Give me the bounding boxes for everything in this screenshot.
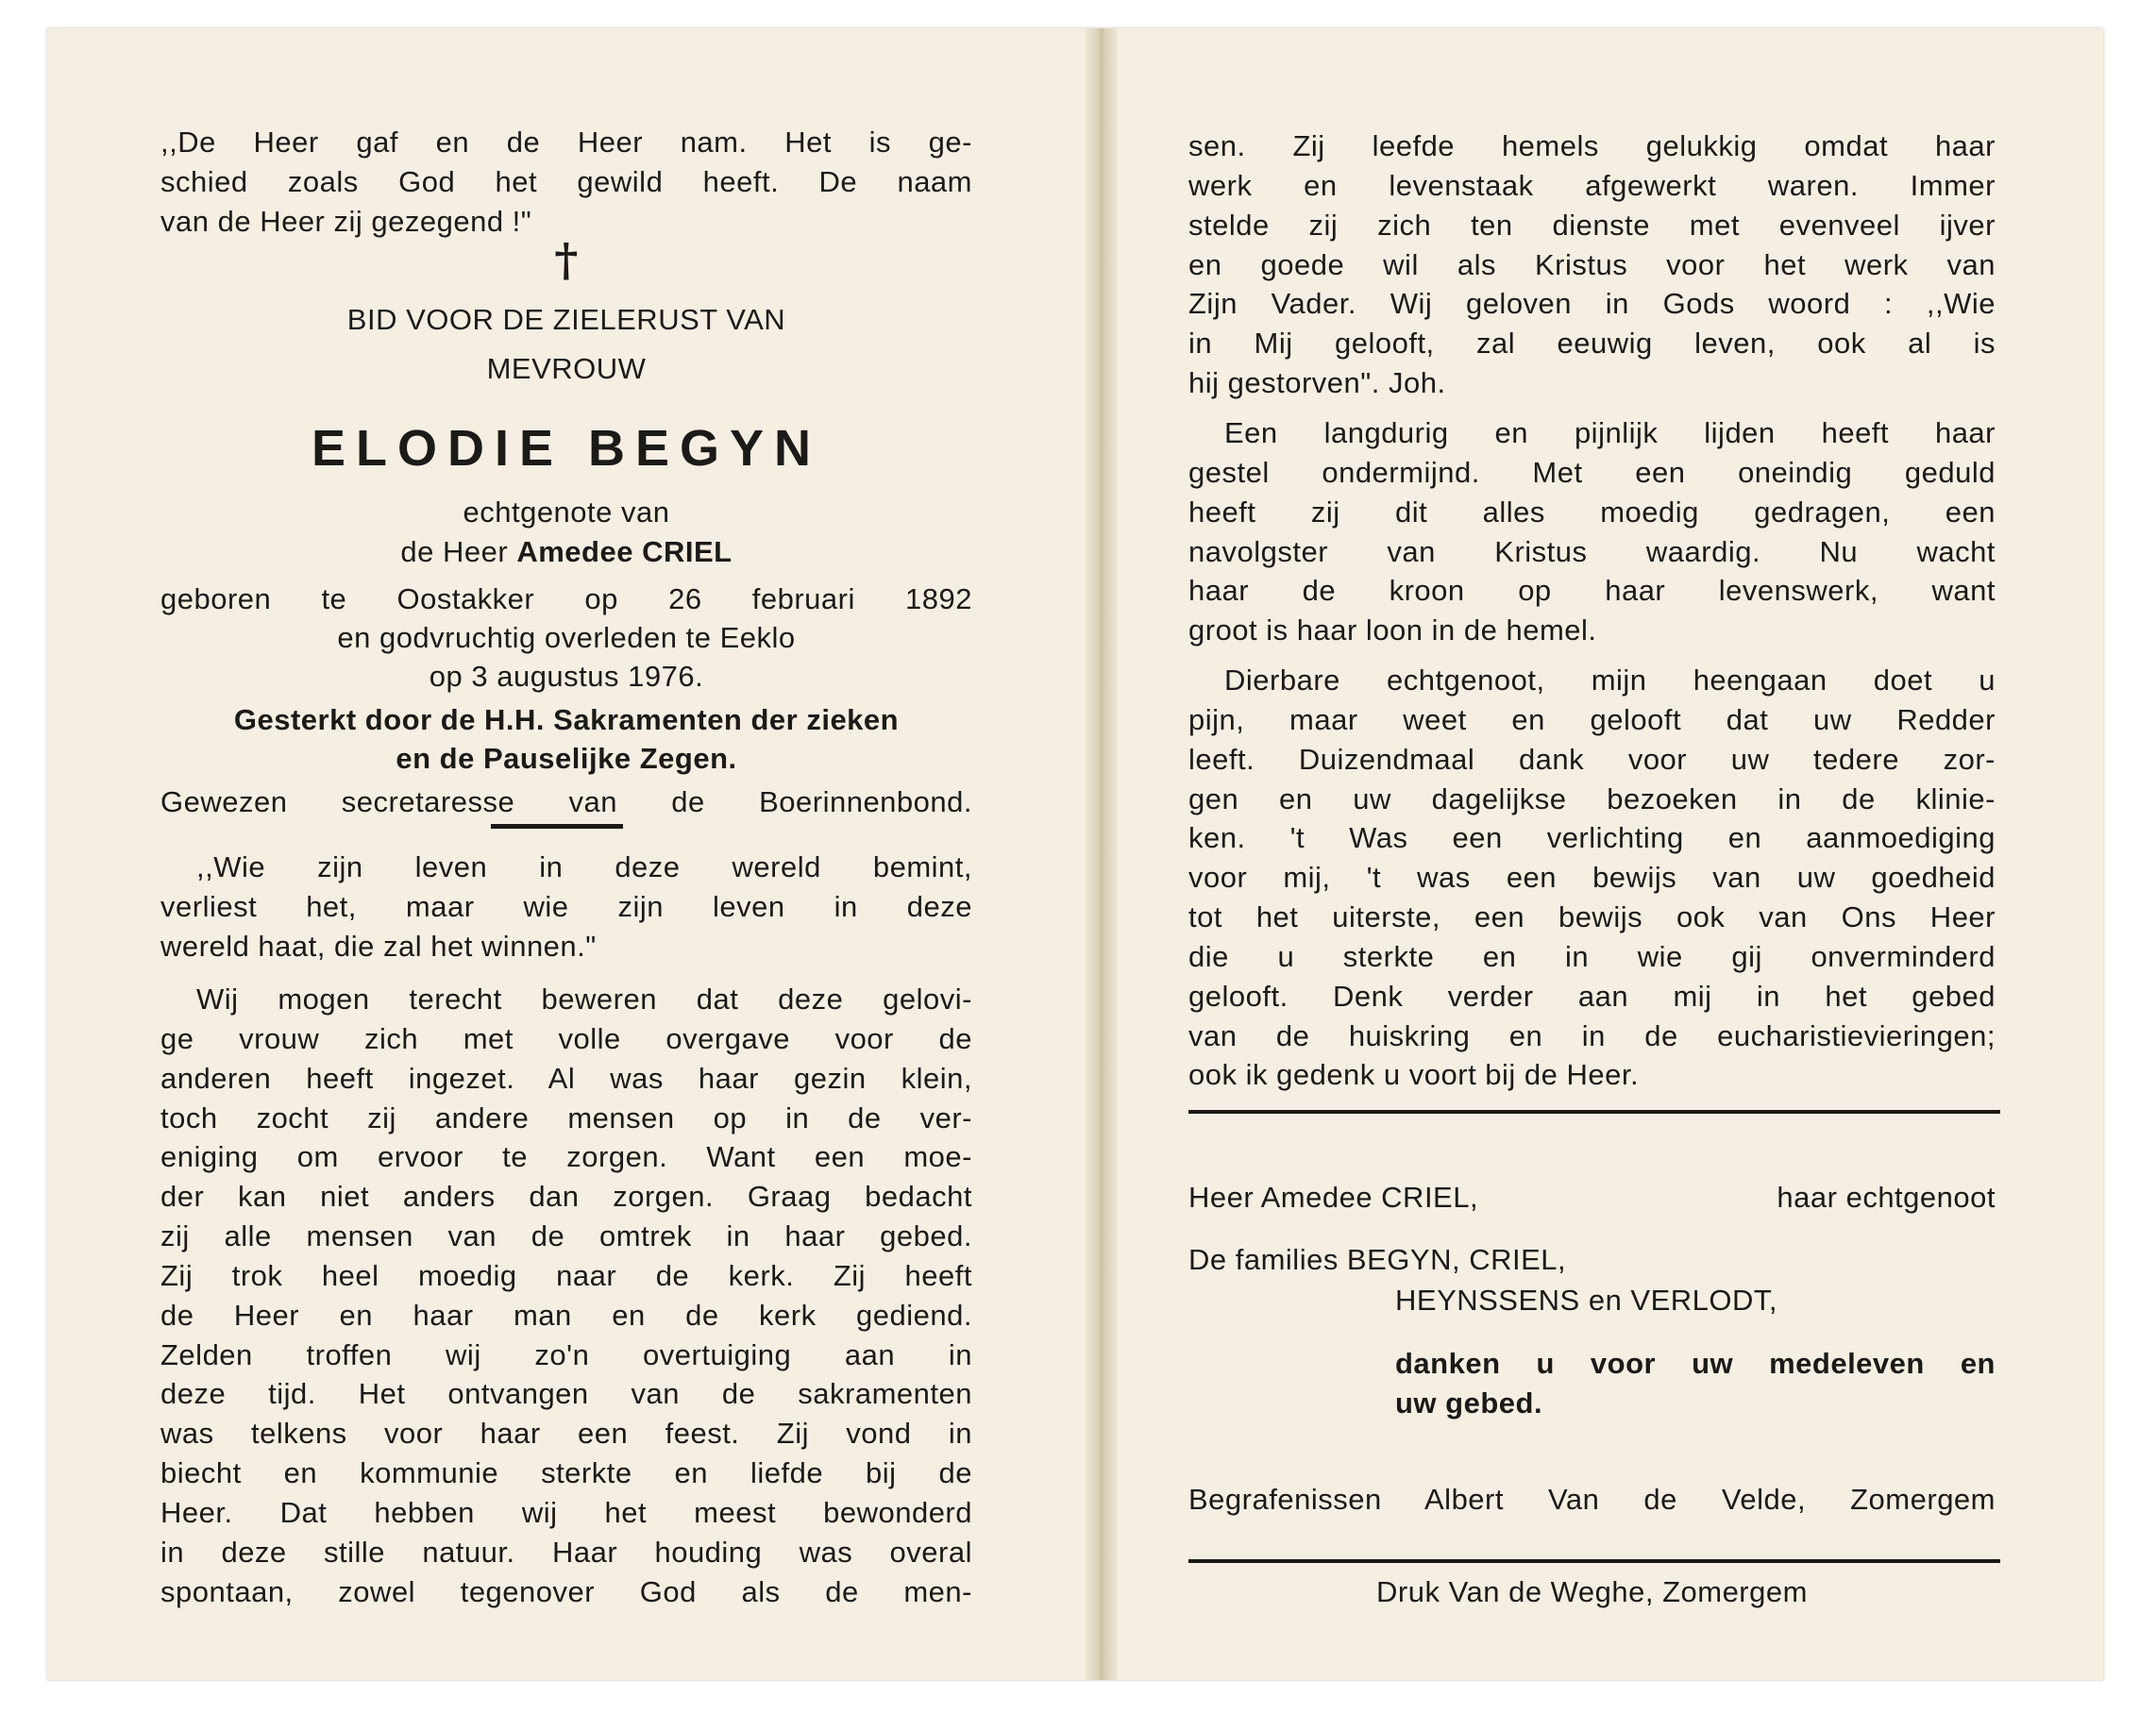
tribute-line: Wij mogen terecht beweren dat deze gelovi- — [196, 983, 972, 1016]
tribute-line: in Mij gelooft, zal eeuwig leven, ook al is — [1188, 327, 1996, 361]
funeral-home: Begrafenissen Albert Van de Velde, Zomergem — [1188, 1483, 1996, 1516]
tribute-line: van de huiskring en in de eucharistievieringen; — [1188, 1018, 1996, 1052]
tribute-line: pijn, maar weet en gelooft dat uw Redder — [1188, 702, 1996, 736]
tribute-line: hij gestorven". Joh. — [1188, 366, 1446, 400]
thanks-line: danken u voor uw medeleven en — [1395, 1347, 1996, 1380]
tribute-line: deze tijd. Het ontvangen van de sakramenten — [160, 1377, 972, 1411]
tribute-line: Een langdurig en pijnlijk lijden heeft haar — [1224, 416, 1996, 449]
prayer-line: BID VOOR DE ZIELERUST VAN — [346, 303, 786, 336]
quote-line: ,,De Heer gaf en de Heer nam. Het is ge- — [160, 126, 972, 159]
quote-line: wereld haat, die zal het winnen." — [160, 929, 597, 963]
sacraments-line: en de Pauselijke Zegen. — [396, 742, 737, 775]
printer-credit: Druk Van de Weghe, Zomergem — [1376, 1575, 1808, 1608]
tribute-paragraph-1 — [1188, 126, 1996, 403]
tribute-line: was telkens voor haar een feest. Zij vond in — [160, 1417, 972, 1451]
quote-line: van de Heer zij gezegend !" — [160, 204, 532, 238]
tribute-line: leeft. Duizendmaal dank voor uw tedere zor- — [1188, 742, 1996, 776]
families-line: HEYNSSENS en VERLODT, — [1395, 1284, 1778, 1317]
tribute-line: ge vrouw zich met volle overgave voor de — [160, 1021, 972, 1055]
tribute-line: biecht en kommunie sterkte en liefde bij de — [160, 1456, 972, 1490]
memorial-card — [47, 28, 2103, 1680]
tribute-line: haar de kroon op haar levenswerk, want — [1188, 574, 1996, 608]
tribute-line: voor mij, 't was een bewijs van uw goedheid — [1188, 861, 1996, 895]
tribute-line: heeft zij dit alles moedig gedragen, een — [1188, 495, 1996, 529]
gospel-quote — [160, 848, 972, 966]
mourner-line — [1188, 1178, 1996, 1218]
families-line: De families BEGYN, CRIEL, — [1188, 1243, 1567, 1276]
tribute-line: anderen heeft ingezet. Al was haar gezin klein, — [160, 1061, 972, 1095]
occupation: Gewezen secretaresse van de Boerinnenbond. — [160, 785, 972, 818]
divider — [1188, 1110, 2000, 1114]
tribute-line: toch zocht zij andere mensen op in de ver- — [160, 1101, 972, 1134]
spouse-line — [160, 532, 972, 572]
tribute-line: Zij trok heel moedig naar de kerk. Zij heeft — [160, 1258, 972, 1292]
tribute-paragraph-2 — [1188, 413, 1996, 650]
tribute-line: en goede wil als Kristus voor het werk van — [1188, 247, 1996, 281]
mourner-name: Heer Amedee CRIEL, — [1188, 1181, 1479, 1214]
tribute-line: spontaan, zowel tegenover God als de men- — [160, 1574, 972, 1608]
tribute-line: zij alle mensen van de omtrek in haar gebed. — [160, 1219, 972, 1253]
birth-line: geboren te Oostakker op 26 februari 1892 — [160, 582, 972, 615]
tribute-line: ken. 't Was een verlichting en aanmoediging — [1188, 821, 1996, 855]
quote-line: schied zoals God het gewild heeft. De naam — [160, 164, 972, 198]
card-fold — [1086, 28, 1118, 1680]
spouse-label: echtgenote van — [463, 496, 670, 529]
tribute-line: eniging om ervoor te zorgen. Want een moe- — [160, 1140, 972, 1174]
tribute-line: navolgster van Kristus waardig. Nu wacht — [1188, 534, 1996, 568]
tribute-line: groot is haar loon in de hemel. — [1188, 613, 1597, 647]
quote-line: verliest het, maar wie zijn leven in deze — [160, 889, 972, 923]
tribute-line: gestel ondermijnd. Met een oneindig geduld — [1188, 455, 1996, 489]
tribute-line: Dierbare echtgenoot, mijn heengaan doet u — [1224, 664, 1996, 697]
opening-quote — [160, 123, 972, 242]
tribute-paragraph-3 — [1188, 661, 1996, 1095]
tribute-line: stelde zij zich ten dienste met evenveel ijver — [1188, 208, 1996, 242]
tribute-line: in deze stille natuur. Haar houding was overal — [160, 1535, 972, 1569]
divider — [1188, 1559, 2000, 1563]
death-date: op 3 augustus 1976. — [429, 660, 704, 693]
cross-icon: † — [554, 234, 579, 287]
tribute-line: Zijn Vader. Wij geloven in Gods woord : ,,Wie — [1188, 287, 1996, 321]
thanks-line: uw gebed. — [1395, 1386, 1543, 1420]
sacraments-line: Gesterkt door de H.H. Sakramenten der zieken — [233, 703, 900, 736]
tribute-line: sen. Zij leefde hemels gelukkig omdat haar — [1188, 129, 1996, 162]
death-line: en godvruchtig overleden te Eeklo — [337, 621, 796, 654]
tribute-line: tot het uiterste, een bewijs ook van Ons Heer — [1188, 900, 1996, 934]
tribute-line: gelooft. Denk verder aan mij in het gebed — [1188, 979, 1996, 1013]
deceased-name: ELODIE BEGYN — [311, 420, 822, 477]
tribute-line: die u sterkte en in wie gij onverminderd — [1188, 939, 1996, 973]
tribute-line: de Heer en haar man en de kerk gediend. — [160, 1298, 972, 1332]
tribute-line: Zelden troffen wij zo'n overtuiging aan in — [160, 1337, 972, 1371]
title-line: MEVROUW — [486, 352, 647, 385]
tribute-text — [160, 980, 972, 1612]
tribute-line: Heer. Dat hebben wij het meest bewonderd — [160, 1495, 972, 1529]
tribute-line: ook ik gedenk u voort bij de Heer. — [1188, 1058, 1640, 1092]
tribute-line: gen en uw dagelijkse bezoeken in de klinie- — [1188, 781, 1996, 815]
quote-line: ,,Wie zijn leven in deze wereld bemint, — [196, 850, 972, 883]
spouse-prefix: de Heer — [400, 535, 509, 568]
tribute-line: werk en levenstaak afgewerkt waren. Immer — [1188, 168, 1996, 202]
tribute-line: der kan niet anders dan zorgen. Graag bedacht — [160, 1180, 972, 1214]
spouse-name: Amedee CRIEL — [516, 535, 733, 568]
thanks-text — [1395, 1344, 1996, 1423]
mourner-role: haar echtgenoot — [1777, 1181, 1996, 1214]
divider — [491, 824, 623, 829]
